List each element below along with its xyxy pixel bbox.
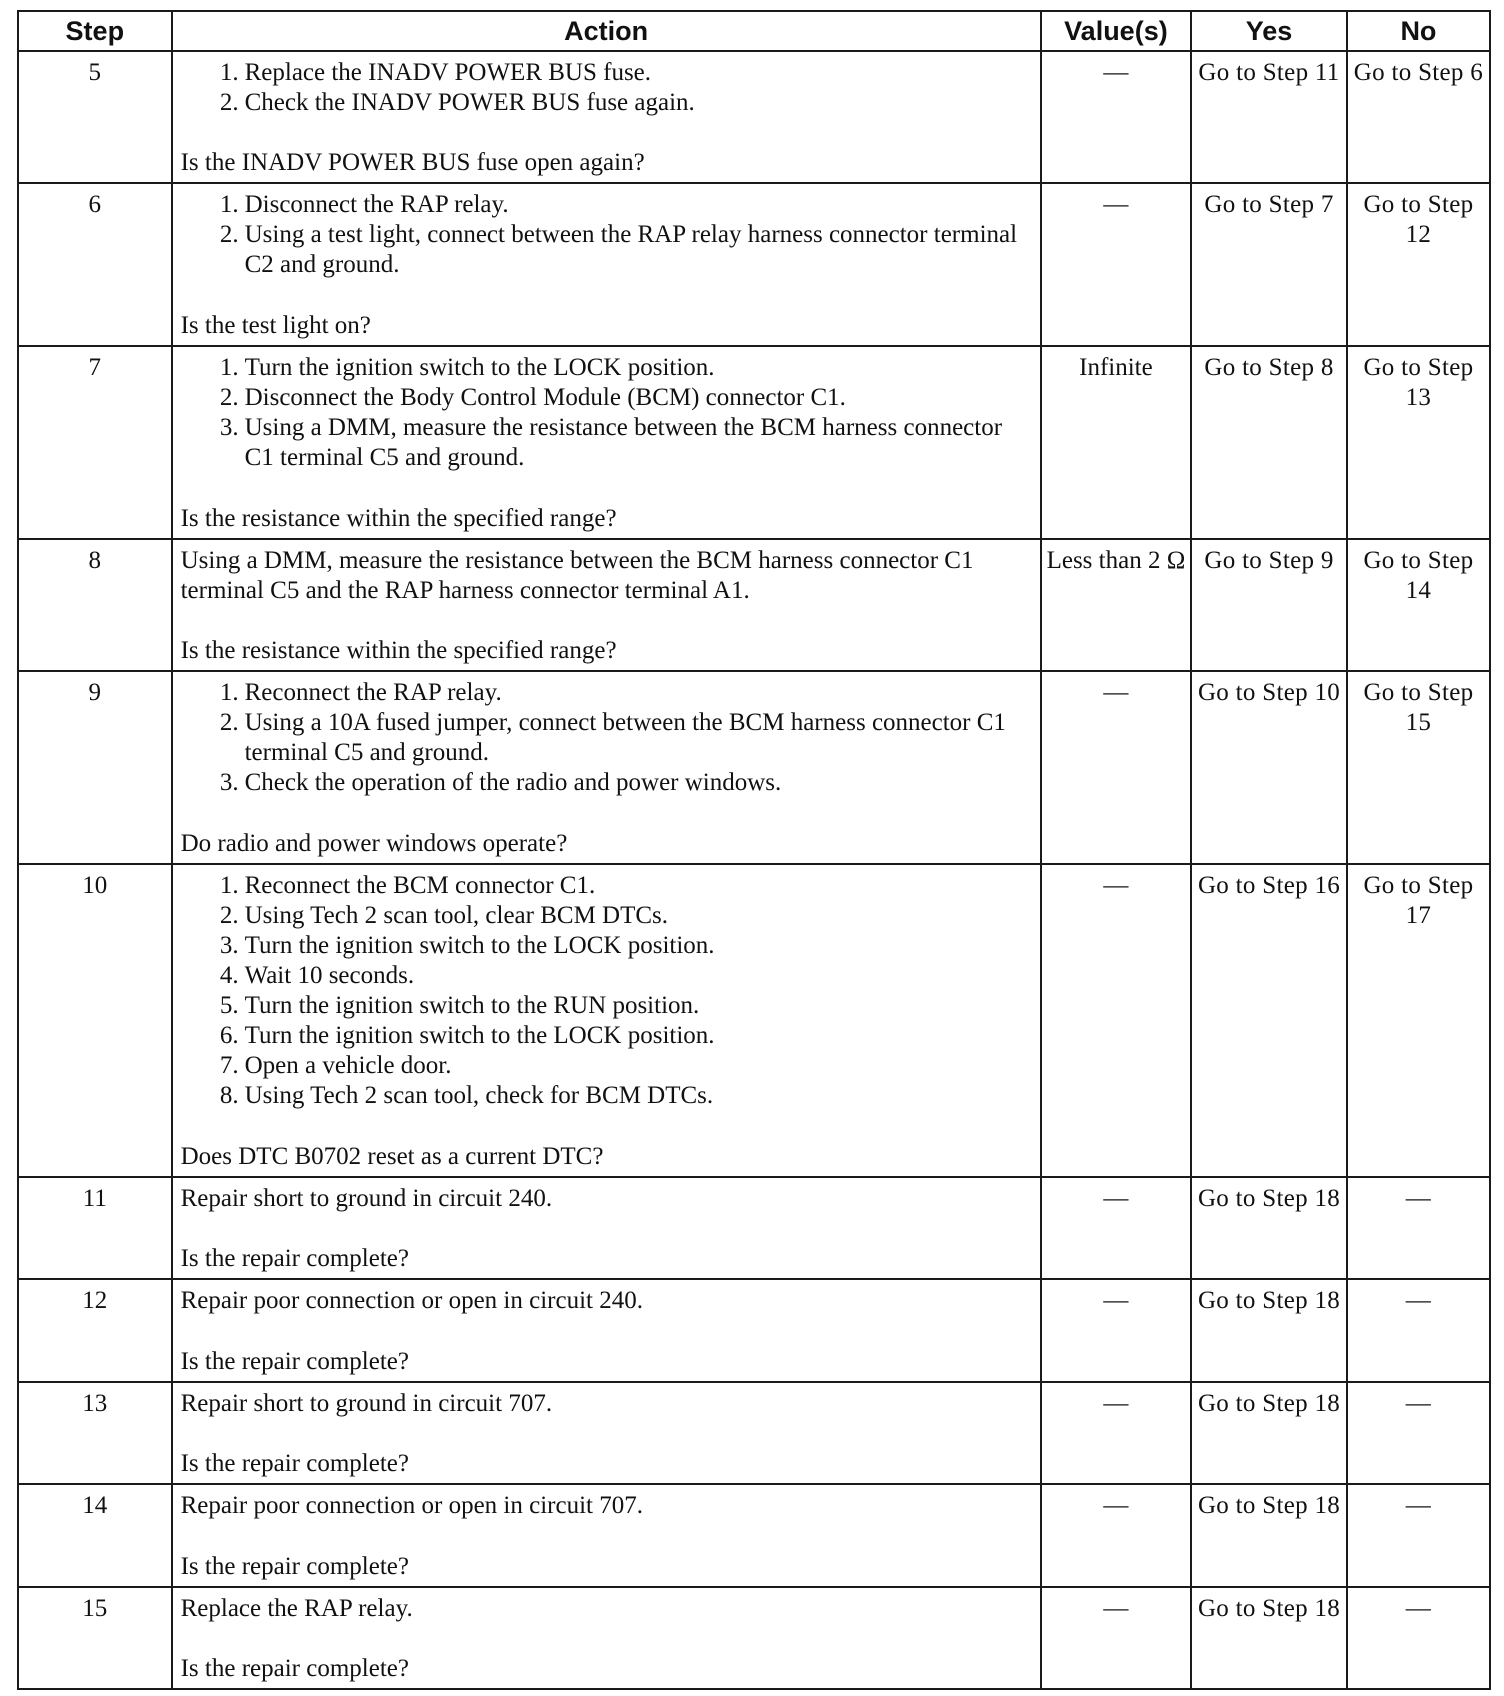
header-action: Action — [172, 11, 1041, 51]
instruction-text: Using a test light, connect between the RAP relay harness connector terminal C2 and ground. — [244, 221, 1018, 279]
action-question: Do radio and power windows operate? — [180, 829, 568, 857]
yes-goto-text: Go to Step 18 — [1197, 1492, 1341, 1520]
instruction-item — [209, 1021, 1032, 1051]
action-cell — [172, 51, 1041, 183]
action-cell — [172, 346, 1041, 539]
instruction-number: 1. — [219, 59, 239, 86]
instruction-item — [209, 413, 1032, 473]
yes-goto-text: Go to Step 7 — [1204, 191, 1334, 219]
yes-goto-text: Go to Step 18 — [1197, 1287, 1341, 1315]
instruction-number: 2. — [219, 89, 239, 116]
yes-cell — [1191, 51, 1347, 183]
no-goto-text: — — [1405, 1185, 1432, 1213]
instruction-number: 3. — [219, 931, 239, 959]
step-number: 8 — [18, 539, 172, 671]
action-content — [181, 1184, 1032, 1274]
header-values: Value(s) — [1041, 11, 1191, 51]
no-cell — [1347, 51, 1490, 183]
instruction-text: Using Tech 2 scan tool, check for BCM DTCs. — [244, 1081, 714, 1109]
value-cell: — — [1041, 51, 1191, 183]
instruction-text: Turn the ignition switch to the LOCK position. — [244, 354, 715, 382]
instruction-text: Turn the ignition switch to the LOCK position. — [244, 931, 715, 959]
instruction-number: 3. — [219, 769, 239, 797]
yes-cell — [1191, 1587, 1347, 1689]
value-cell: — — [1041, 1587, 1191, 1689]
action-text: Repair short to ground in circuit 240. — [180, 1185, 553, 1213]
no-cell — [1347, 1484, 1490, 1586]
action-content — [181, 1286, 1032, 1376]
step-number: 6 — [18, 183, 172, 346]
yes-goto-text: Go to Step 18 — [1197, 1389, 1341, 1417]
action-cell — [172, 864, 1041, 1177]
instruction-item — [209, 931, 1032, 961]
value-cell: — — [1041, 1382, 1191, 1484]
table-row — [18, 1279, 1490, 1381]
table-row — [18, 864, 1490, 1177]
instruction-item — [209, 190, 1032, 220]
action-content — [181, 1389, 1032, 1479]
action-cell — [172, 671, 1041, 864]
instruction-number: 1. — [219, 679, 239, 707]
instruction-item — [209, 220, 1032, 280]
no-goto-text: Go to Step 12 — [1363, 191, 1474, 249]
action-text: Repair poor connection or open in circuit 240. — [180, 1287, 643, 1315]
instruction-number: 2. — [219, 709, 239, 737]
yes-cell — [1191, 1484, 1347, 1586]
instruction-list — [181, 58, 1032, 118]
instruction-text: Using Tech 2 scan tool, clear BCM DTCs. — [244, 901, 669, 929]
no-goto-text: Go to Step 15 — [1363, 679, 1474, 737]
action-cell — [172, 1587, 1041, 1689]
instruction-text: Wait 10 seconds. — [244, 961, 415, 989]
header-no: No — [1347, 11, 1490, 51]
instruction-text: Disconnect the RAP relay. — [244, 191, 509, 219]
instruction-number: 5. — [219, 991, 239, 1019]
no-cell — [1347, 1177, 1490, 1279]
step-number: 13 — [18, 1382, 172, 1484]
action-cell — [172, 1279, 1041, 1381]
instruction-text: Turn the ignition switch to the RUN position. — [244, 991, 700, 1019]
value-cell: — — [1041, 864, 1191, 1177]
yes-goto-text: Go to Step 10 — [1197, 679, 1341, 707]
instruction-number: 4. — [219, 961, 239, 989]
action-cell — [172, 1177, 1041, 1279]
no-cell — [1347, 864, 1490, 1177]
yes-cell — [1191, 1177, 1347, 1279]
instruction-text: Check the INADV POWER BUS fuse again. — [244, 89, 695, 116]
instruction-list — [181, 353, 1032, 473]
no-goto-text: Go to Step 6 — [1353, 59, 1484, 86]
action-content — [181, 353, 1032, 534]
value-cell: Infinite — [1041, 346, 1191, 539]
no-cell — [1347, 346, 1490, 539]
action-content — [181, 546, 1032, 666]
table-row — [18, 51, 1490, 183]
table-row — [18, 1177, 1490, 1279]
step-number: 10 — [18, 864, 172, 1177]
instruction-number: 3. — [219, 414, 239, 442]
step-number: 12 — [18, 1279, 172, 1381]
no-cell — [1347, 183, 1490, 346]
action-question: Is the repair complete? — [180, 1655, 409, 1682]
instruction-number: 1. — [219, 871, 239, 899]
step-number: 9 — [18, 671, 172, 864]
instruction-list — [181, 871, 1032, 1111]
instruction-text: Using a 10A fused jumper, connect between the BCM harness connector C1 terminal C5 and ground. — [244, 709, 1006, 767]
instruction-number: 7. — [219, 1051, 239, 1079]
step-number: 11 — [18, 1177, 172, 1279]
instruction-number: 2. — [219, 384, 239, 412]
action-question: Is the repair complete? — [180, 1347, 409, 1375]
action-content — [181, 1594, 1032, 1684]
instruction-item — [209, 961, 1032, 991]
instruction-item — [209, 383, 1032, 413]
value-cell: — — [1041, 671, 1191, 864]
instruction-item — [209, 678, 1032, 708]
action-content — [181, 871, 1032, 1172]
yes-goto-text: Go to Step 8 — [1204, 354, 1334, 382]
yes-goto-text: Go to Step 11 — [1198, 59, 1340, 86]
step-number: 5 — [18, 51, 172, 183]
header-row — [18, 11, 1490, 51]
no-cell — [1347, 1382, 1490, 1484]
step-number: 14 — [18, 1484, 172, 1586]
no-goto-text: Go to Step 13 — [1363, 354, 1474, 412]
instruction-item — [209, 1051, 1032, 1081]
no-cell — [1347, 671, 1490, 864]
yes-goto-text: Go to Step 18 — [1197, 1594, 1341, 1622]
instruction-text: Open a vehicle door. — [244, 1051, 452, 1079]
action-question: Is the resistance within the specified range? — [180, 504, 617, 532]
instruction-item — [209, 991, 1032, 1021]
action-content — [181, 1491, 1032, 1581]
instruction-item — [209, 1081, 1032, 1111]
instruction-item — [209, 708, 1032, 768]
action-text: Repair short to ground in circuit 707. — [180, 1389, 553, 1417]
instruction-text: Reconnect the BCM connector C1. — [244, 871, 596, 899]
yes-goto-text: Go to Step 18 — [1197, 1185, 1341, 1213]
no-goto-text: — — [1405, 1492, 1432, 1520]
no-goto-text: — — [1405, 1287, 1432, 1315]
instruction-item — [209, 871, 1032, 901]
no-cell — [1347, 1587, 1490, 1689]
instruction-item — [209, 88, 1032, 118]
header-yes: Yes — [1191, 11, 1347, 51]
action-cell — [172, 539, 1041, 671]
step-number: 7 — [18, 346, 172, 539]
no-goto-text: Go to Step 14 — [1363, 546, 1474, 604]
action-question: Is the test light on? — [180, 312, 371, 340]
no-cell — [1347, 1279, 1490, 1381]
yes-cell — [1191, 1382, 1347, 1484]
instruction-text: Reconnect the RAP relay. — [244, 679, 502, 707]
instruction-number: 2. — [219, 901, 239, 929]
table-row — [18, 346, 1490, 539]
instruction-number: 8. — [219, 1081, 239, 1109]
yes-cell — [1191, 183, 1347, 346]
instruction-text: Using a DMM, measure the resistance between the BCM harness connector C1 terminal C5 and ground. — [244, 414, 1003, 472]
yes-goto-text: Go to Step 16 — [1197, 871, 1341, 899]
action-question: Is the INADV POWER BUS fuse open again? — [180, 149, 645, 177]
action-text: Replace the RAP relay. — [180, 1594, 413, 1622]
diagnostic-table — [17, 10, 1491, 1690]
action-cell — [172, 183, 1041, 346]
action-content — [181, 58, 1032, 178]
table-row — [18, 671, 1490, 864]
table-body — [18, 51, 1490, 1689]
instruction-number: 6. — [219, 1021, 239, 1049]
yes-cell — [1191, 1279, 1347, 1381]
no-goto-text: Go to Step 17 — [1363, 871, 1474, 929]
instruction-item — [209, 58, 1032, 88]
table-row — [18, 1382, 1490, 1484]
instruction-text: Disconnect the Body Control Module (BCM) connector C1. — [244, 384, 846, 412]
action-cell — [172, 1484, 1041, 1586]
action-content — [181, 190, 1032, 341]
instruction-list — [181, 678, 1032, 798]
value-cell: — — [1041, 1484, 1191, 1586]
instruction-item — [209, 901, 1032, 931]
action-text: Using a DMM, measure the resistance between the BCM harness connector C1 terminal C5 and the RAP harness connector terminal A1. — [180, 546, 974, 604]
action-content — [181, 678, 1032, 859]
table-row — [18, 1484, 1490, 1586]
action-question: Does DTC B0702 reset as a current DTC? — [180, 1143, 604, 1171]
instruction-list — [181, 190, 1032, 280]
yes-goto-text: Go to Step 9 — [1204, 546, 1334, 574]
instruction-number: 1. — [219, 191, 239, 219]
instruction-number: 2. — [219, 221, 239, 249]
action-question: Is the repair complete? — [180, 1450, 409, 1478]
table-row — [18, 539, 1490, 671]
yes-cell — [1191, 539, 1347, 671]
table-row — [18, 183, 1490, 346]
no-cell — [1347, 539, 1490, 671]
instruction-item — [209, 768, 1032, 798]
table-row — [18, 1587, 1490, 1689]
yes-cell — [1191, 346, 1347, 539]
action-question: Is the resistance within the specified range? — [180, 637, 617, 665]
instruction-item — [209, 353, 1032, 383]
value-cell: — — [1041, 183, 1191, 346]
header-step: Step — [18, 11, 172, 51]
instruction-number: 1. — [219, 354, 239, 382]
no-goto-text: — — [1405, 1389, 1432, 1417]
value-cell: Less than 2 Ω — [1041, 539, 1191, 671]
yes-cell — [1191, 671, 1347, 864]
instruction-text: Check the operation of the radio and power windows. — [244, 769, 782, 797]
action-question: Is the repair complete? — [180, 1552, 409, 1580]
value-cell: — — [1041, 1177, 1191, 1279]
value-cell: — — [1041, 1279, 1191, 1381]
instruction-text: Replace the INADV POWER BUS fuse. — [244, 59, 652, 86]
action-question: Is the repair complete? — [180, 1245, 409, 1273]
no-goto-text: — — [1405, 1594, 1432, 1622]
action-cell — [172, 1382, 1041, 1484]
step-number: 15 — [18, 1587, 172, 1689]
instruction-text: Turn the ignition switch to the LOCK position. — [244, 1021, 715, 1049]
action-text: Repair poor connection or open in circuit 707. — [180, 1492, 643, 1520]
yes-cell — [1191, 864, 1347, 1177]
